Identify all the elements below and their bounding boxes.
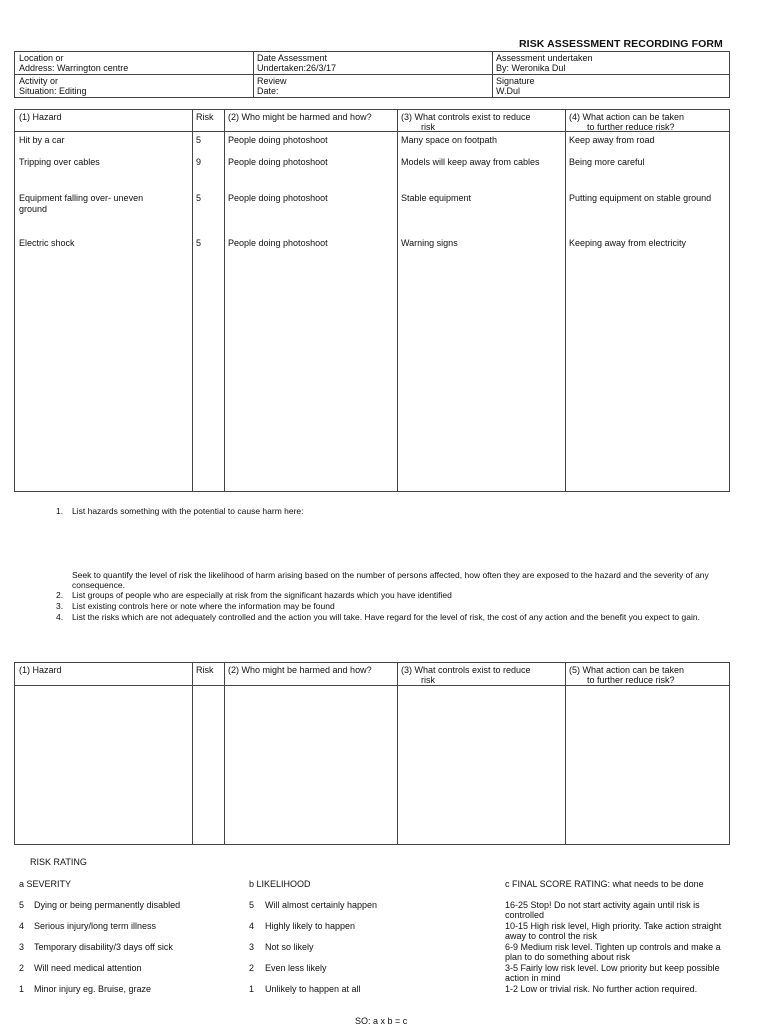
severity-text: Minor injury eg. Bruise, graze <box>34 984 152 994</box>
undertaken-value: Undertaken:26/3/17 <box>257 63 337 73</box>
row1-controls: Many space on footpath <box>401 135 498 145</box>
row4-hazard: Electric shock <box>19 238 75 248</box>
instruction-number-2: 2. <box>56 590 64 600</box>
row1-who: People doing photoshoot <box>228 135 328 145</box>
signature-value: W.Dul <box>496 86 521 96</box>
likelihood-number: 3 <box>249 942 255 952</box>
severity-text: Will need medical attention <box>34 963 142 973</box>
row4-controls: Warning signs <box>401 238 458 248</box>
review-label: Review <box>257 76 287 86</box>
likelihood-text: Unlikely to happen at all <box>265 984 361 994</box>
severity-number: 2 <box>19 963 25 973</box>
likelihood-number: 4 <box>249 921 255 931</box>
header-controls-cont: risk <box>421 122 435 132</box>
review-date: Date: <box>257 86 279 96</box>
row3-action: Putting equipment on stable ground <box>569 193 712 203</box>
instruction-2: List groups of people who are especially at risk from the significant hazards which you have identified <box>72 590 452 600</box>
hazard-table-1 <box>14 109 730 492</box>
severity-number: 4 <box>19 921 25 931</box>
final-score-item: 10-15 High risk level, High priority. Take action straight away to control the risk <box>505 921 722 941</box>
header-risk: Risk <box>196 112 214 122</box>
instruction-4: List the risks which are not adequately controlled and the action you will take. Have regard for the level of risk, the cost of any action and the benefit you expect to gain. <box>72 612 700 622</box>
form-title: RISK ASSESSMENT RECORDING FORM <box>519 38 723 50</box>
instruction-number-4: 4. <box>56 612 64 622</box>
instruction-number-3: 3. <box>56 601 64 611</box>
severity-text: Dying or being permanently disabled <box>34 900 181 910</box>
likelihood-text: Will almost certainly happen <box>265 900 378 910</box>
likelihood-number: 2 <box>249 963 255 973</box>
instruction-quantify: Seek to quantify the level of risk the likelihood of harm arising based on the number of persons affected, how often they are exposed to the hazard and the severity of any consequence. <box>72 570 709 590</box>
instruction-number-1: 1. <box>56 506 64 516</box>
header2-hazard: (1) Hazard <box>19 665 62 675</box>
instruction-1: List hazards something with the potential to cause harm here: <box>72 506 304 516</box>
row2-controls: Models will keep away from cables <box>401 157 540 167</box>
severity-text: Temporary disability/3 days off sick <box>34 942 173 952</box>
row3-risk: 5 <box>196 193 202 203</box>
situation-value: Situation: Editing <box>19 86 87 96</box>
score-formula: SO: a x b = c <box>355 1016 408 1026</box>
likelihood-text: Even less likely <box>265 963 327 973</box>
header-action: (4) What action can be taken <box>569 112 685 122</box>
date-assessment-label: Date Assessment <box>257 53 328 63</box>
header2-risk: Risk <box>196 665 214 675</box>
severity-text: Serious injury/long term illness <box>34 921 157 931</box>
location-label: Location or <box>19 53 64 63</box>
address-value: Address: Warrington centre <box>19 63 129 73</box>
row2-hazard: Tripping over cables <box>19 157 100 167</box>
final-score-heading: c FINAL SCORE RATING: what needs to be done <box>505 879 704 889</box>
severity-number: 5 <box>19 900 25 910</box>
row4-risk: 5 <box>196 238 202 248</box>
likelihood-text: Highly likely to happen <box>265 921 356 931</box>
header2-action-cont: to further reduce risk? <box>587 675 675 685</box>
row1-action: Keep away from road <box>569 135 655 145</box>
info-table <box>14 51 730 98</box>
row2-action: Being more careful <box>569 157 645 167</box>
final-score-item: 3-5 Fairly low risk level. Low priority but keep possible action in mind <box>505 963 720 983</box>
row4-who: People doing photoshoot <box>228 238 328 248</box>
header2-controls: (3) What controls exist to reduce <box>401 665 531 675</box>
assessor-value: By: Weronika Dul <box>496 63 566 73</box>
header2-action: (5) What action can be taken <box>569 665 685 675</box>
likelihood-heading: b LIKELIHOOD <box>249 879 311 889</box>
row3-who: People doing photoshoot <box>228 193 328 203</box>
row1-risk: 5 <box>196 135 202 145</box>
likelihood-number: 5 <box>249 900 255 910</box>
header-hazard: (1) Hazard <box>19 112 62 122</box>
final-score-item: 6-9 Medium risk level. Tighten up controls and make a plan to do something about risk <box>505 942 721 962</box>
row1-hazard: Hit by a car <box>19 135 65 145</box>
header2-controls-cont: risk <box>421 675 435 685</box>
hazard-table-2 <box>14 662 730 845</box>
final-score-item: 16-25 Stop! Do not start activity again until risk is controlled <box>505 900 700 920</box>
likelihood-text: Not so likely <box>265 942 314 952</box>
row3-hazard: Equipment falling over- uneven ground <box>19 193 144 214</box>
risk-rating-heading: RISK RATING <box>30 857 87 867</box>
row2-who: People doing photoshoot <box>228 157 328 167</box>
final-score-item: 1-2 Low or trivial risk. No further action required. <box>505 984 698 994</box>
header-action-cont: to further reduce risk? <box>587 122 675 132</box>
assessment-label: Assessment undertaken <box>496 53 593 63</box>
header2-who: (2) Who might be harmed and how? <box>228 665 372 675</box>
row4-action: Keeping away from electricity <box>569 238 687 248</box>
row3-controls: Stable equipment <box>401 193 472 203</box>
severity-heading: a SEVERITY <box>19 879 72 889</box>
instruction-3: List existing controls here or note where the information may be found <box>72 601 335 611</box>
signature-label: Signature <box>496 76 535 86</box>
activity-label: Activity or <box>19 76 59 86</box>
header-who: (2) Who might be harmed and how? <box>228 112 372 122</box>
severity-number: 1 <box>19 984 25 994</box>
row2-risk: 9 <box>196 157 202 167</box>
severity-number: 3 <box>19 942 25 952</box>
header-controls: (3) What controls exist to reduce <box>401 112 531 122</box>
likelihood-number: 1 <box>249 984 255 994</box>
